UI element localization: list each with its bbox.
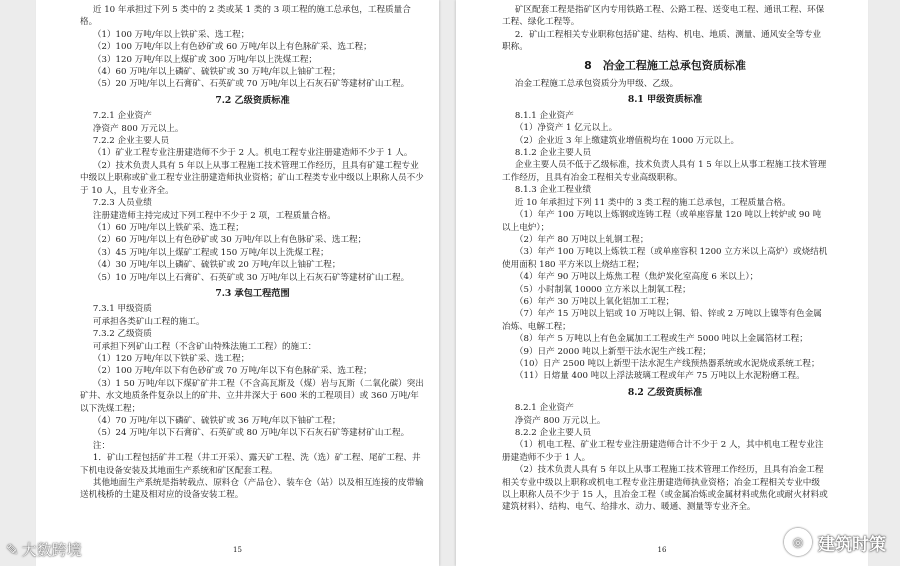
paragraph-line: （5）10 万吨/年以上石膏矿、石英矿或 30 万吨/年以上石灰石矿等建材矿山工程。 bbox=[92, 272, 410, 283]
paragraph-line: 8.2.2 企业主要人员 bbox=[514, 428, 592, 438]
paragraph-line: （1）矿业工程专业注册建造师不少于 2 人。机电工程专业注册建造师不少于 1 人。 bbox=[92, 148, 413, 159]
paragraph-line: （2）技术负责人具有 5 年以上从事工程施工技术管理工作经历，且具有矿建工程专业中级以上职称或矿业工程专业注册建造师执业资格；矿山工程类专业中级以上职称人员不少于 10 人，且专业齐全。 bbox=[80, 160, 424, 196]
paragraph-line: （4）70 万吨/年以下磷矿、硫铁矿或 36 万吨/年以下铀矿工程； bbox=[92, 416, 341, 426]
pen-nib-icon: ✎ bbox=[6, 540, 19, 559]
paragraph-line: 8.1.1 企业资产 bbox=[514, 110, 574, 121]
paragraph-line: （1）机电工程、矿业工程专业注册建造师合计不少于 2 人，其中机电工程专业注册建造师不少于 1 人。 bbox=[502, 440, 824, 463]
section-heading: 7.3 承包工程范围 bbox=[215, 287, 290, 299]
page-body-right bbox=[502, 4, 828, 514]
paragraph-line: 可承担下列矿山工程（不含矿山特殊法施工工程）的施工： bbox=[92, 341, 317, 352]
watermark-right bbox=[784, 528, 886, 556]
paragraph-line: （1）60 万吨/年以上铁矿采、选工程； bbox=[92, 222, 244, 233]
watermark-left bbox=[6, 539, 82, 560]
paragraph-line: （3）120 万吨/年以上煤矿或 300 万吨/年以上洗煤工程； bbox=[92, 54, 318, 65]
paragraph-line: （5）20 万吨/年以上石膏矿、石英矿或 70 万吨/年以上石灰石矿等建材矿山工程。 bbox=[92, 79, 410, 90]
document-page-right bbox=[456, 0, 868, 566]
watermark-left-text: 大数跨境 bbox=[21, 541, 82, 559]
paragraph-line: 冶金工程施工总承包资质分为甲级、乙级。 bbox=[514, 79, 679, 90]
paragraph-line: 净资产 800 万元以上。 bbox=[92, 123, 184, 134]
paragraph-line: 7.2.3 人员业绩 bbox=[92, 198, 152, 209]
paragraph-line: 7.2.2 企业主要人员 bbox=[92, 136, 170, 147]
paragraph-line: （3）1 50 万吨/年以下煤矿矿井工程（不含高瓦斯及（煤）岩与瓦斯（二氧化碳）突出矿井、水文地质条件复杂以上的矿井、立井井深大于 600 米的工程项目）或 360 万吨/年以下洗煤工程； bbox=[80, 378, 424, 414]
wechat-logo-icon: ◎ bbox=[784, 528, 812, 556]
paragraph-line: （9）日产 2000 吨以上新型干法水泥生产线工程； bbox=[514, 346, 711, 357]
paragraph-line: 矿区配套工程是指矿区内专用铁路工程、公路工程、送变电工程、通讯工程、环保工程、绿化工程等。 bbox=[502, 5, 825, 28]
paragraph-line: 7.2.1 企业资产 bbox=[92, 111, 152, 122]
paragraph-line: （4）年产 90 万吨以上炼焦工程（焦炉炭化室高度 6 米以上）； bbox=[514, 272, 759, 283]
paragraph-line: （1）年产 100 万吨以上炼钢或连铸工程（或单座容量 120 吨以上转炉或 90 吨以上电炉）； bbox=[502, 210, 822, 233]
paragraph-line: （1）120 万吨/年以下铁矿采、选工程； bbox=[92, 353, 250, 364]
paragraph-line: 近 10 年承担过下列 11 类中的 3 类工程的施工总承包，工程质量合格。 bbox=[514, 197, 791, 208]
paragraph-line: 8.1.2 企业主要人员 bbox=[514, 148, 592, 159]
paragraph-line: （6）年产 30 万吨以上氧化铝加工工程； bbox=[514, 296, 675, 307]
paragraph-line: （2）100 万吨/年以下有色砂矿或 70 万吨/年以下有色脉矿采、选工程； bbox=[92, 366, 372, 377]
paragraph-line: 注册建造师主持完成过下列工程中不少于 2 项，工程质量合格。 bbox=[92, 210, 336, 221]
paragraph-line: （11）日熔量 400 吨以上浮法玻璃工程或年产 75 万吨以上水泥粉磨工程。 bbox=[514, 371, 805, 382]
paragraph-line: 1．矿山工程包括矿井工程（井工开采）、露天矿工程、洗（选）矿工程、尾矿工程、井下机电设备安装及其地面生产系统和矿区配套工程。 bbox=[80, 453, 421, 476]
page-body-left bbox=[80, 4, 425, 502]
paragraph-line: 7.3.2 乙级资质 bbox=[92, 329, 152, 340]
section-heading: 7.2 乙级资质标准 bbox=[215, 94, 290, 106]
paragraph-line: （3）年产 100 万吨以上炼铁工程（或单座容积 1200 立方米以上高炉）或烧结机使用面积 180 平方米以上烧结工程； bbox=[502, 247, 828, 270]
section-heading: 8.2 乙级资质标准 bbox=[627, 386, 703, 398]
paragraph-line: （10）日产 2500 吨以上新型干法水泥生产线预热器系统或水泥烧成系统工程； bbox=[514, 358, 820, 369]
paragraph-line: （4）60 万吨/年以上磷矿、硫铁矿或 30 万吨/年以上铀矿工程； bbox=[92, 67, 341, 78]
paragraph-line: （2）60 万吨/年以上有色砂矿或 30 万吨/年以上有色脉矿采、选工程； bbox=[92, 235, 367, 246]
paragraph-line: （2）企业近 3 年上缴建筑业增值税均在 1000 万元以上。 bbox=[514, 135, 740, 146]
paragraph-line: 企业主要人员不低于乙级标准，技术负责人具有 1 5 年以上从事工程施工技术管理工作经历，且具有冶金工程相关专业高级职称。 bbox=[502, 160, 827, 183]
paragraph-line: 2．矿山工程相关专业职称包括矿建、结构、机电、地质、测量、通风安全等专业职称。 bbox=[502, 29, 822, 53]
page-number-right: 16 bbox=[657, 545, 667, 554]
paragraph-line: 注： bbox=[92, 440, 111, 451]
paragraph-line: 近 10 年承担过下列 5 类中的 2 类或某 1 类的 3 项工程的施工总承包，工程质量合格。 bbox=[80, 5, 411, 28]
section-heading: 8 冶金工程施工总承包资质标准 bbox=[584, 58, 746, 72]
paragraph-line: （2）100 万吨/年以上有色砂矿或 60 万吨/年以上有色脉矿采、选工程； bbox=[92, 42, 372, 53]
paragraph-line: （4）30 万吨/年以上磷矿、硫铁矿或 20 万吨/年以上铀矿工程； bbox=[92, 260, 341, 271]
paragraph-line: 8.1.3 企业工程业绩 bbox=[514, 185, 592, 196]
document-page-left bbox=[36, 0, 439, 566]
paragraph-line: （3）45 万吨/年以上煤矿工程或 150 万吨/年以上洗煤工程； bbox=[92, 247, 329, 258]
paragraph-line: （5）24 万吨/年以下石膏矿、石英矿或 80 万吨/年以下石灰石矿等建材矿山工程。 bbox=[92, 428, 410, 439]
paragraph-line: （1）净资产 1 亿元以上。 bbox=[514, 123, 618, 134]
paragraph-line: （1）100 万吨/年以上铁矿采、选工程； bbox=[92, 29, 250, 40]
paragraph-line: （8）年产 5 万吨以上有色金属加工工程或生产 5000 吨以上金属箔材工程； bbox=[514, 334, 808, 345]
watermark-right-text: 建筑时策 bbox=[818, 534, 886, 555]
paragraph-line: 净资产 800 万元以上。 bbox=[514, 415, 606, 426]
section-heading: 8.1 甲级资质标准 bbox=[627, 94, 703, 106]
paragraph-line: （5）小时制氧 10000 立方米以上制氧工程； bbox=[514, 284, 691, 295]
paragraph-line: （2）年产 80 万吨以上轧钢工程； bbox=[514, 234, 649, 245]
paragraph-line: 可承担各类矿山工程的施工。 bbox=[92, 316, 205, 327]
paragraph-line: （7）年产 15 万吨以上铝或 10 万吨以上铜、铅、锌或 2 万吨以上镍等有色金属冶炼、电解工程； bbox=[502, 309, 822, 332]
paragraph-line: 其他地面生产系统是指转载点、原料仓（产品仓）、装车仓（站）以及相互连接的皮带输送机栈桥的土建及相对应的设备安装工程。 bbox=[80, 478, 424, 501]
page-number-left: 15 bbox=[233, 545, 242, 554]
paragraph-line: 8.2.1 企业资产 bbox=[514, 403, 574, 414]
paragraph-line: 7.3.1 甲级资质 bbox=[92, 304, 152, 315]
paragraph-line: （2）技术负责人具有 5 年以上从事工程施工技术管理工作经历，且具有冶金工程相关专业中级以上职称或机电工程专业注册建造师执业资格；冶金工程相关专业中级以上职称人员不少于 15 人，且冶金工程（或金属冶炼或金属材料或焦化或耐火材料或建筑材料）、结构、电气、给排水、动力、暖通、测量等专业齐全。 bbox=[502, 465, 828, 513]
